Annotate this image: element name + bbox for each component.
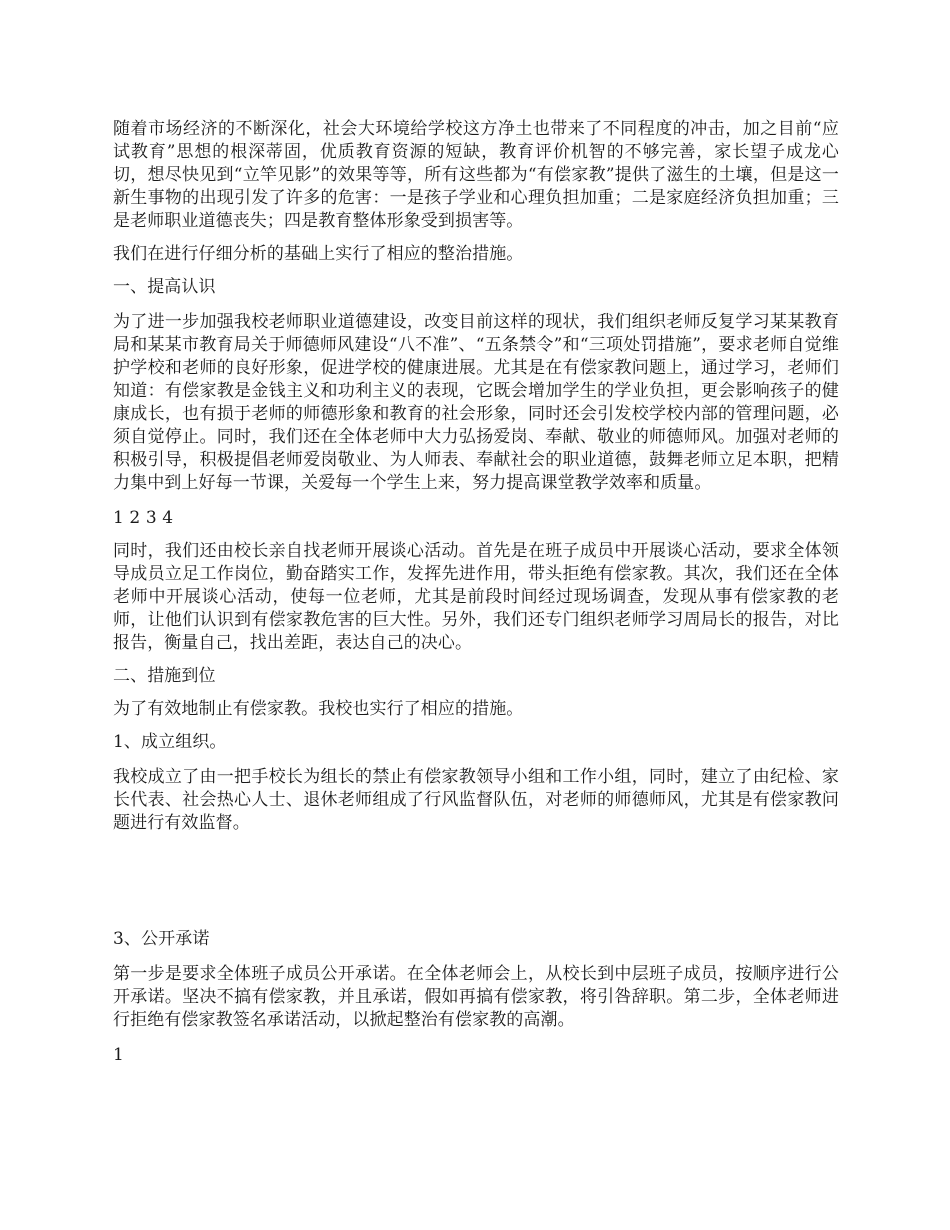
heart-talk-paragraph: 同时，我们还由校长亲自找老师开展谈心活动。首先是在班子成员中开展谈心活动，要求全体领导成员立足工作岗位，勤奋踏实工作，发挥先进作用，带头拒绝有偿家教。其次，我们还在全体老师中开展谈心活动，使每一位老师，尤其是前段时间经过现场调查，发现从事有偿家教的老师，让他们认识到有偿家教危害的巨大性。另外，我们还专门组织老师学习周局长的报告，对比报告，衡量自己，找出差距，表达自己的决心。	[113, 541, 839, 653]
document-page	[113, 118, 839, 1067]
section-heading-1: 一、提高认识	[113, 277, 216, 297]
page-number-sequence: 1 2 3 4	[113, 508, 174, 528]
organization-paragraph: 我校成立了由一把手校长为组长的禁止有偿家教领导小组和工作小组，同时，建立了由纪检、家长代表、社会热心人士、退休老师组成了行风监督队伍，对老师的师德师风，尤其是有偿家教问题进行有效监督。	[113, 767, 839, 833]
page-number: 1	[113, 1045, 124, 1065]
measures-paragraph: 为了有效地制止有偿家教。我校也实行了相应的措施。	[113, 699, 524, 719]
measures-intro-paragraph: 我们在进行仔细分析的基础上实行了相应的整治措施。	[113, 244, 524, 264]
commitment-paragraph: 第一步是要求全体班子成员公开承诺。在全体老师会上，从校长到中层班子成员，按顺序进行公开承诺。坚决不搞有偿家教，并且承诺，假如再搞有偿家教，将引咎辞职。第二步，全体老师进行拒绝有偿家教签名承诺活动，以掀起整治有偿家教的高潮。	[113, 964, 839, 1030]
subheading-establish-organization: 1、成立组织。	[113, 732, 227, 752]
section-heading-2: 二、措施到位	[113, 666, 216, 686]
subheading-public-commitment: 3、公开承诺	[113, 929, 210, 949]
awareness-paragraph: 为了进一步加强我校老师职业道德建设，改变目前这样的现状，我们组织老师反复学习某某教育局和某某市教育局关于师德师风建设“八不准”、“五条禁令”和“三项处罚措施”，要求老师自觉维护学校和老师的良好形象，促进学校的健康进展。尤其是在有偿家教问题上，通过学习，老师们知道：有偿家教是金钱主义和功利主义的表现，它既会增加学生的学业负担，更会影响孩子的健康成长，也有损于老师的师德形象和教育的社会形象，同时还会引发校学校内部的管理问题，必须自觉停止。同时，我们还在全体老师中大力弘扬爱岗、奉献、敬业的师德师风。加强对老师的积极引导，积极提倡老师爱岗敬业、为人师表、奉献社会的职业道德，鼓舞老师立足本职，把精力集中到上好每一节课，关爱每一个学生上来，努力提高课堂教学效率和质量。	[113, 312, 839, 493]
intro-paragraph: 随着市场经济的不断深化，社会大环境给学校这方净土也带来了不同程度的冲击，加之目前“应试教育”思想的根深蒂固，优质教育资源的短缺，教育评价机智的不够完善，家长望子成龙心切，想尽快见到“立竿见影”的效果等等，所有这些都为“有偿家教”提供了滋生的土壤，但是这一新生事物的出现引发了许多的危害：一是孩子学业和心理负担加重；二是家庭经济负担加重；三是老师职业道德丧失；四是教育整体形象受到损害等。	[113, 119, 839, 231]
